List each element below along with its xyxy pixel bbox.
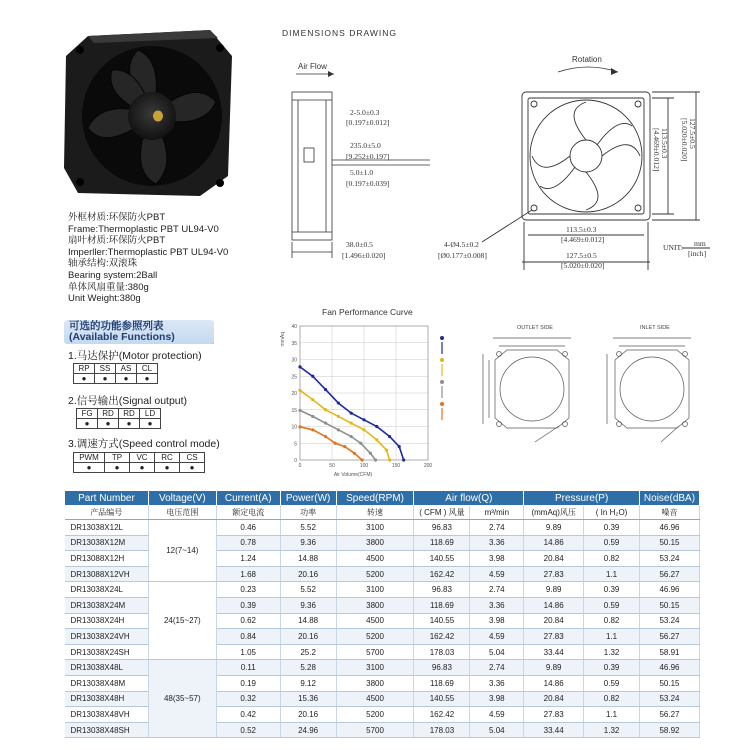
table-cell: 140.55 xyxy=(414,613,470,629)
chart-data-point xyxy=(350,435,353,438)
table-cell: 4.59 xyxy=(470,707,524,723)
chart-data-point xyxy=(362,418,365,421)
table-row xyxy=(65,520,700,536)
material-specs xyxy=(68,212,228,305)
voltage-range-cell: 48(35~57) xyxy=(148,660,216,738)
chart-y-tick-label: 35 xyxy=(291,340,297,347)
option-code: RD xyxy=(119,409,140,419)
table-cell: 3100 xyxy=(336,660,414,676)
table-cell: 20.84 xyxy=(524,691,584,707)
chart-data-point xyxy=(324,435,327,438)
table-cell: 0.82 xyxy=(584,613,640,629)
table-cell: 9.36 xyxy=(280,535,336,551)
dim-text: 113.5±0.3 xyxy=(566,225,597,234)
table-cell: 1.1 xyxy=(584,566,640,582)
options-header xyxy=(64,320,214,344)
table-cell: 14.86 xyxy=(524,597,584,613)
table-cell: 0.32 xyxy=(216,691,280,707)
table-cell: 5200 xyxy=(336,629,414,645)
dim-text: 127.5±0.5 xyxy=(688,118,697,149)
arrow-head-icon xyxy=(611,68,618,75)
chart-data-point xyxy=(362,428,365,431)
dim-text: [Ø0.177±0.008] xyxy=(438,251,487,260)
option-code: SS xyxy=(95,364,116,374)
table-cell: 9.12 xyxy=(280,675,336,691)
table-cell: 9.89 xyxy=(524,582,584,598)
chart-data-point xyxy=(337,428,340,431)
dim-text: 235.0±5.0 xyxy=(350,141,381,150)
chart-data-point xyxy=(398,445,401,448)
table-cell: 50.15 xyxy=(640,597,700,613)
outlet-side-label: OUTLET SIDE xyxy=(517,325,553,331)
option-dot: ● xyxy=(116,374,137,384)
arrow-head-icon xyxy=(328,71,334,77)
chart-x-tick-label: 200 xyxy=(423,463,433,469)
header-current: Current(A) xyxy=(216,491,280,506)
dim-text: [0.197±0.039] xyxy=(346,179,390,188)
table-row xyxy=(65,582,700,598)
chart-data-point xyxy=(298,409,301,412)
chart-y-tick-label: 30 xyxy=(291,357,297,364)
table-cell: 5200 xyxy=(336,707,414,723)
option-dot: ● xyxy=(105,463,130,473)
chart-data-point xyxy=(350,422,353,425)
chart-data-point xyxy=(337,401,340,404)
chart-x-label: Air Volume(CFM) xyxy=(333,472,373,478)
dim-text: [4.469±0.012] xyxy=(652,128,661,172)
material-line: Bearing system:2Ball xyxy=(68,269,158,281)
chart-data-point xyxy=(350,412,353,415)
chart-data-point xyxy=(343,445,346,448)
chart-data-point xyxy=(385,448,388,451)
chart-data-point xyxy=(298,425,301,428)
table-cell: 0.39 xyxy=(584,660,640,676)
table-cell: 1.32 xyxy=(584,722,640,738)
rotation-label: Rotation xyxy=(572,55,602,64)
table-cell: 0.82 xyxy=(584,551,640,567)
table-cell: 15.36 xyxy=(280,691,336,707)
dimensions-drawing xyxy=(270,20,720,300)
table-cell: 46.96 xyxy=(640,660,700,676)
option-dot: ● xyxy=(130,463,155,473)
table-cell: 4500 xyxy=(336,551,414,567)
table-cell: DR13038X24VH xyxy=(65,629,149,645)
chart-legend-marker xyxy=(440,358,444,362)
chart-data-point xyxy=(337,415,340,418)
table-cell: 56.27 xyxy=(640,566,700,582)
option-grid-speed xyxy=(73,452,205,473)
chart-data-point xyxy=(374,458,377,461)
table-cell: 5700 xyxy=(336,644,414,660)
chart-y-label: mmAq xyxy=(280,332,286,347)
chart-data-point xyxy=(388,435,391,438)
option-dot: ● xyxy=(119,419,140,429)
table-cell: 3800 xyxy=(336,597,414,613)
table-cell: 20.16 xyxy=(280,566,336,582)
table-cell: 1.05 xyxy=(216,644,280,660)
table-cell: 5.52 xyxy=(280,520,336,536)
table-cell: 1.24 xyxy=(216,551,280,567)
subheader-cell: 额定电流 xyxy=(216,506,280,520)
material-line: Unit Weight:380g xyxy=(68,293,141,305)
table-cell: 50.15 xyxy=(640,535,700,551)
table-cell: 1.32 xyxy=(584,644,640,660)
chart-y-tick-label: 5 xyxy=(294,441,297,448)
subheader-cell: 转速 xyxy=(336,506,414,520)
chart-title: Fan Performance Curve xyxy=(322,307,413,317)
material-line: 单体风扇重量:380g xyxy=(68,281,149,293)
chart-y-tick-label: 40 xyxy=(291,324,297,330)
table-cell: 4.59 xyxy=(470,566,524,582)
table-cell: 33.44 xyxy=(524,722,584,738)
dim-text: [5.020±0.020] xyxy=(680,118,689,162)
option-code: CS xyxy=(180,453,205,463)
table-cell: 25.2 xyxy=(280,644,336,660)
unit-mm: mm xyxy=(694,239,706,248)
outlet-side-view xyxy=(483,338,571,442)
side-views-drawing xyxy=(465,318,705,468)
table-cell: DR13088X12VH xyxy=(65,566,149,582)
voltage-range-cell: 12(7~14) xyxy=(148,520,216,582)
material-line: Imperller:Thermoplastic PBT UL94-V0 xyxy=(68,246,229,258)
table-cell: DR13038X48L xyxy=(65,660,149,676)
option-code: CL xyxy=(137,364,158,374)
table-cell: 9.89 xyxy=(524,520,584,536)
option-dot: ● xyxy=(137,374,158,384)
table-cell: 96.83 xyxy=(414,582,470,598)
subheader-cell: 产品编号 xyxy=(65,506,149,520)
table-cell: 5.04 xyxy=(470,722,524,738)
options-header-en: (Available Functions) xyxy=(69,331,175,343)
table-cell: 14.88 xyxy=(280,613,336,629)
table-cell: 162.42 xyxy=(414,566,470,582)
table-cell: 20.16 xyxy=(280,629,336,645)
table-cell: 0.11 xyxy=(216,660,280,676)
chart-data-point xyxy=(359,442,362,445)
table-cell: DR13038X48M xyxy=(65,675,149,691)
chart-data-point xyxy=(375,425,378,428)
option-dot: ● xyxy=(74,463,105,473)
header-speed: Speed(RPM) xyxy=(336,491,414,506)
table-cell: 140.55 xyxy=(414,691,470,707)
chart-data-point xyxy=(324,408,327,411)
table-cell: DR13038X24L xyxy=(65,582,149,598)
table-cell: 20.84 xyxy=(524,613,584,629)
table-cell: 3800 xyxy=(336,675,414,691)
option-code: RP xyxy=(74,364,95,374)
dim-text: 4-Ø4.5±0.2 xyxy=(444,240,479,249)
dim-text: 127.5±0.5 xyxy=(566,251,597,260)
chart-data-point xyxy=(375,438,378,441)
table-cell: DR13038X48SH xyxy=(65,722,149,738)
table-cell: 14.86 xyxy=(524,535,584,551)
table-cell: 0.59 xyxy=(584,675,640,691)
unit-inch: [inch] xyxy=(688,249,707,258)
table-cell: 3.36 xyxy=(470,675,524,691)
material-line: 轴承结构:双滚珠 xyxy=(68,258,138,270)
table-cell: DR13038X48H xyxy=(65,691,149,707)
option-dot: ● xyxy=(155,463,180,473)
chart-y-tick-label: 10 xyxy=(291,424,297,431)
option-grid-signal xyxy=(76,408,161,429)
dim-text: 38.0±0.5 xyxy=(346,240,373,249)
header-voltage: Voltage(V) xyxy=(148,491,216,506)
performance-chart xyxy=(278,318,453,478)
table-cell: 5700 xyxy=(336,722,414,738)
subheader-cell: m³/min xyxy=(470,506,524,520)
chart-legend-marker xyxy=(440,336,444,340)
table-cell: 20.84 xyxy=(524,551,584,567)
chart-y-tick-label: 15 xyxy=(291,407,297,414)
chart-data-point xyxy=(298,389,301,392)
chart-data-point xyxy=(388,458,391,461)
table-cell: 58.92 xyxy=(640,722,700,738)
table-cell: 140.55 xyxy=(414,551,470,567)
table-cell: 2.74 xyxy=(470,660,524,676)
chart-x-tick-label: 100 xyxy=(359,463,369,469)
table-cell: 9.36 xyxy=(280,597,336,613)
table-cell: 3.98 xyxy=(470,551,524,567)
chart-y-tick-label: 25 xyxy=(291,374,297,381)
dim-text: [4.469±0.012] xyxy=(561,235,605,244)
subheader-cell: (mmAq)风压 xyxy=(524,506,584,520)
table-cell: 24.96 xyxy=(280,722,336,738)
chart-data-point xyxy=(324,388,327,391)
table-cell: 53.24 xyxy=(640,691,700,707)
table-cell: 162.42 xyxy=(414,629,470,645)
header-part-number: Part Number xyxy=(65,491,149,506)
table-cell: 2.74 xyxy=(470,520,524,536)
subheader-cell: 噪音 xyxy=(640,506,700,520)
table-cell: 0.59 xyxy=(584,535,640,551)
chart-data-point xyxy=(369,452,372,455)
table-cell: 0.39 xyxy=(216,597,280,613)
header-noise: Noise(dBA) xyxy=(640,491,700,506)
options-header-cn: 可选的功能参照列表 xyxy=(69,320,164,332)
material-line: Frame:Thermoplastic PBT UL94-V0 xyxy=(68,223,219,235)
table-cell: 1.1 xyxy=(584,629,640,645)
option-dot: ● xyxy=(77,419,98,429)
header-air-flow: Air flow(Q) xyxy=(414,491,524,506)
option-code: AS xyxy=(116,364,137,374)
table-row xyxy=(65,660,700,676)
table-cell: 1.68 xyxy=(216,566,280,582)
table-cell: 27.83 xyxy=(524,629,584,645)
table-cell: DR13038X12M xyxy=(65,535,149,551)
chart-legend-marker xyxy=(440,402,444,406)
chart-data-point xyxy=(334,442,337,445)
table-cell: 3.98 xyxy=(470,613,524,629)
option-grid-motor xyxy=(73,363,158,384)
chart-y-tick-label: 0 xyxy=(294,458,297,464)
table-cell: 2.74 xyxy=(470,582,524,598)
table-cell: 53.24 xyxy=(640,613,700,629)
subheader-cell: 电压范围 xyxy=(148,506,216,520)
table-cell: 0.52 xyxy=(216,722,280,738)
table-cell: 0.62 xyxy=(216,613,280,629)
chart-legend-marker xyxy=(440,380,444,384)
table-cell: 56.27 xyxy=(640,629,700,645)
table-cell: DR13038X48VH xyxy=(65,707,149,723)
dim-text: [1.496±0.020] xyxy=(342,251,386,260)
subheader-cell: ( In H₂O) xyxy=(584,506,640,520)
chart-x-tick-label: 50 xyxy=(329,463,335,469)
table-cell: 56.27 xyxy=(640,707,700,723)
table-cell: 162.42 xyxy=(414,707,470,723)
dim-text: [0.197±0.012] xyxy=(346,118,390,127)
table-cell: 5200 xyxy=(336,566,414,582)
chart-x-tick-label: 0 xyxy=(298,463,302,469)
table-cell: 178.03 xyxy=(414,722,470,738)
table-cell: 0.19 xyxy=(216,675,280,691)
table-cell: 5.04 xyxy=(470,644,524,660)
subheader-cell: ( CFM ) 风量 xyxy=(414,506,470,520)
table-cell: 3.36 xyxy=(470,535,524,551)
table-cell: 0.39 xyxy=(584,520,640,536)
chart-x-tick-label: 150 xyxy=(391,463,401,469)
unit-label: UNIT: xyxy=(663,243,683,252)
drawing-title: DIMENSIONS DRAWING xyxy=(282,28,397,38)
table-cell: 1.1 xyxy=(584,707,640,723)
table-cell: 50.15 xyxy=(640,675,700,691)
table-cell: 27.83 xyxy=(524,707,584,723)
table-cell: 14.86 xyxy=(524,675,584,691)
table-cell: 33.44 xyxy=(524,644,584,660)
dim-text: 5.0±1.0 xyxy=(350,168,374,177)
table-cell: 0.23 xyxy=(216,582,280,598)
chart-data-point xyxy=(311,398,314,401)
option-code: RD xyxy=(98,409,119,419)
table-cell: 0.82 xyxy=(584,691,640,707)
option-code: FG xyxy=(77,409,98,419)
material-line: 扇叶材质:环保防火PBT xyxy=(68,235,166,247)
table-cell: 14.88 xyxy=(280,551,336,567)
table-cell: DR13038X12L xyxy=(65,520,149,536)
table-cell: DR13038X24SH xyxy=(65,644,149,660)
option-group-title: 1.马达保护(Motor protection) xyxy=(68,350,202,362)
option-dot: ● xyxy=(74,374,95,384)
option-dot: ● xyxy=(95,374,116,384)
chart-y-tick-label: 20 xyxy=(291,391,297,397)
air-flow-label: Air Flow xyxy=(298,62,327,71)
dim-text: 113.5±0.3 xyxy=(660,128,669,159)
header-pressure: Pressure(P) xyxy=(524,491,640,506)
material-line: 外框材质:环保防火PBT xyxy=(68,212,166,223)
table-cell: 0.42 xyxy=(216,707,280,723)
table-cell: 0.84 xyxy=(216,629,280,645)
table-cell: 118.69 xyxy=(414,535,470,551)
table-cell: 4500 xyxy=(336,691,414,707)
option-group-title: 2.信号输出(Signal output) xyxy=(68,395,188,407)
table-cell: 3100 xyxy=(336,582,414,598)
table-cell: 27.83 xyxy=(524,566,584,582)
table-cell: 3.98 xyxy=(470,691,524,707)
table-cell: 5.52 xyxy=(280,582,336,598)
table-cell: 46.96 xyxy=(640,582,700,598)
chart-data-point xyxy=(311,428,314,431)
table-cell: 118.69 xyxy=(414,675,470,691)
rotation-arrow xyxy=(558,67,618,72)
chart-data-point xyxy=(324,422,327,425)
option-code: TP xyxy=(105,453,130,463)
subheader-cell: 功率 xyxy=(280,506,336,520)
fan-product-photo xyxy=(60,28,235,198)
option-code: PWM xyxy=(74,453,105,463)
chart-data-point xyxy=(402,458,405,461)
option-group-title: 3.调速方式(Speed control mode) xyxy=(68,438,220,450)
option-dot: ● xyxy=(140,419,161,429)
table-cell: 118.69 xyxy=(414,597,470,613)
inlet-side-label: INLET SIDE xyxy=(640,325,670,331)
table-cell: DR13038X24H xyxy=(65,613,149,629)
chart-data-point xyxy=(360,458,363,461)
table-cell: 9.89 xyxy=(524,660,584,676)
table-cell: 5.28 xyxy=(280,660,336,676)
table-cell: 96.83 xyxy=(414,660,470,676)
table-cell: 53.24 xyxy=(640,551,700,567)
table-cell: 4.59 xyxy=(470,629,524,645)
chart-data-point xyxy=(311,375,314,378)
dim-text: [9.252±0.197] xyxy=(346,152,390,161)
table-cell: 0.39 xyxy=(584,582,640,598)
table-cell: 58.91 xyxy=(640,644,700,660)
voltage-range-cell: 24(15~27) xyxy=(148,582,216,660)
dim-text: [5.020±0.020] xyxy=(561,261,605,270)
chart-data-point xyxy=(298,365,301,368)
inlet-side-view xyxy=(607,338,691,442)
header-power: Power(W) xyxy=(280,491,336,506)
option-code: LD xyxy=(140,409,161,419)
table-cell: DR13038X24M xyxy=(65,597,149,613)
option-dot: ● xyxy=(98,419,119,429)
chart-data-point xyxy=(353,452,356,455)
table-cell: 46.96 xyxy=(640,520,700,536)
table-cell: 0.78 xyxy=(216,535,280,551)
dim-text: 2-5.0±0.3 xyxy=(350,108,380,117)
table-cell: 3100 xyxy=(336,520,414,536)
table-cell: 0.46 xyxy=(216,520,280,536)
option-dot: ● xyxy=(180,463,205,473)
table-cell: 96.83 xyxy=(414,520,470,536)
table-cell: 3.36 xyxy=(470,597,524,613)
table-cell: DR13088X12H xyxy=(65,551,149,567)
table-cell: 4500 xyxy=(336,613,414,629)
table-cell: 0.59 xyxy=(584,597,640,613)
option-code: RC xyxy=(155,453,180,463)
table-cell: 178.03 xyxy=(414,644,470,660)
table-cell: 3800 xyxy=(336,535,414,551)
spec-table xyxy=(64,490,700,738)
option-code: VC xyxy=(130,453,155,463)
table-cell: 20.16 xyxy=(280,707,336,723)
chart-data-point xyxy=(311,415,314,418)
